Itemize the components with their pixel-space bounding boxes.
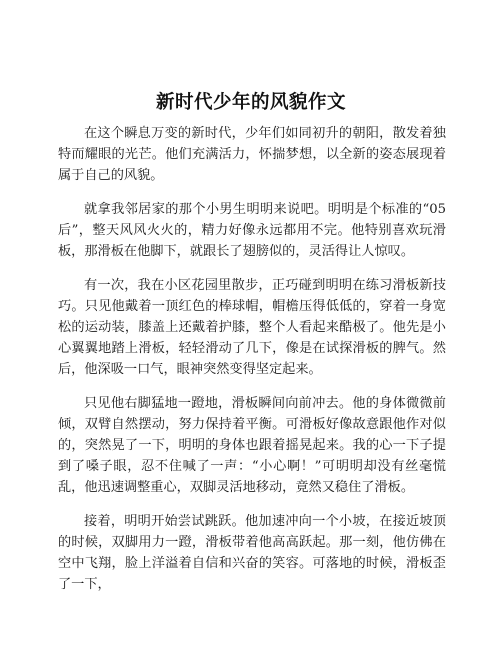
document-body — [58, 123, 446, 608]
paragraph: 有一次，我在小区花园里散步，正巧碰到明明在练习滑板新技巧。只见他戴着一顶红色的棒球帽，帽檐压得低低的，穿着一身宽松的运动装，膝盖上还戴着护膝，整个人看起来酷极了。他先是小心翼翼地踏上滑板，轻轻滑动了几下，像是在试探滑板的脾气。然后，他深吸一口气，眼神突然变得坚定起来。 — [58, 278, 446, 377]
paragraph: 只见他右脚猛地一蹬地，滑板瞬间向前冲去。他的身体微微前倾，双臂自然摆动，努力保持着平衡。可滑板好像故意跟他作对似的，突然晃了一下，明明的身体也跟着摇晃起来。我的心一下子提到了嗓子眼，忍不住喊了一声：“小心啊！”可明明却没有丝毫慌乱，他迅速调整重心，双脚灵活地移动，竟然又稳住了滑板。 — [58, 396, 446, 495]
paragraph: 接着，明明开始尝试跳跃。他加速冲向一个小坡，在接近坡顶的时候，双脚用力一蹬，滑板带着他高高跃起。那一刻，他仿佛在空中飞翔，脸上洋溢着自信和兴奋的笑容。可落地的时候，滑板歪了一下， — [58, 514, 446, 592]
paragraph: 就拿我邻居家的那个小男生明明来说吧。明明是个标准的“05后”，整天风风火火的，精力好像永远都用不完。他特别喜欢玩滑板，那滑板在他脚下，就跟长了翅膀似的，灵活得让人惊叹。 — [58, 202, 446, 259]
paragraph: 在这个瞬息万变的新时代，少年们如同初升的朝阳，散发着独特而耀眼的光芒。他们充满活力，怀揣梦想，以全新的姿态展现着属于自己的风貌。 — [58, 126, 446, 183]
document-title: 新时代少年的风貌作文 — [155, 92, 346, 113]
